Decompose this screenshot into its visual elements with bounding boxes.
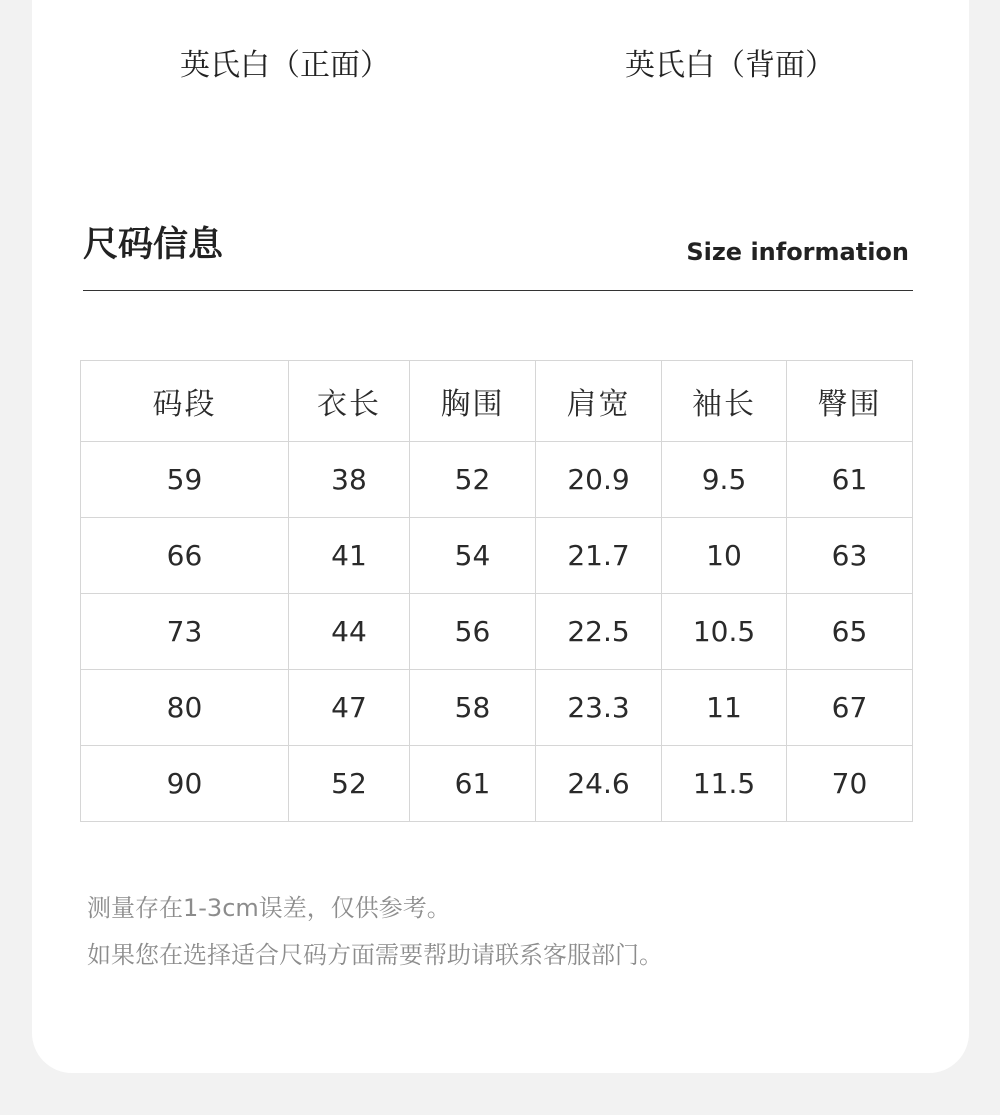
table-cell: 11.5: [662, 746, 787, 822]
table-cell: 52: [410, 442, 536, 518]
table-cell: 54: [410, 518, 536, 594]
header-chest: 胸围: [410, 361, 536, 442]
table-cell: 23.3: [536, 670, 662, 746]
table-cell: 56: [410, 594, 536, 670]
table-cell: 52: [289, 746, 410, 822]
header-size-range: 码段: [81, 361, 289, 442]
table-cell: 10: [662, 518, 787, 594]
table-cell: 22.5: [536, 594, 662, 670]
table-cell: 59: [81, 442, 289, 518]
table-cell: 21.7: [536, 518, 662, 594]
front-view-caption: 英氏白（正面）: [180, 48, 390, 83]
help-note: 如果您在选择适合尺码方面需要帮助请联系客服部门。: [87, 941, 663, 969]
table-cell: 80: [81, 670, 289, 746]
header-hip: 臀围: [787, 361, 913, 442]
measurement-note: 测量存在1-3cm误差，仅供参考。: [87, 894, 451, 922]
table-cell: 9.5: [662, 442, 787, 518]
table-cell: 66: [81, 518, 289, 594]
table-cell: 90: [81, 746, 289, 822]
size-table: [80, 360, 913, 822]
table-cell: 10.5: [662, 594, 787, 670]
header-sleeve: 袖长: [662, 361, 787, 442]
header-shoulder: 肩宽: [536, 361, 662, 442]
table-row: [81, 518, 913, 594]
table-row: [81, 670, 913, 746]
section-divider: [83, 290, 913, 291]
table-row: [81, 746, 913, 822]
table-cell: 58: [410, 670, 536, 746]
table-cell: 61: [410, 746, 536, 822]
table-cell: 70: [787, 746, 913, 822]
back-view-caption: 英氏白（背面）: [625, 48, 835, 83]
section-subtitle: Size information: [686, 238, 909, 266]
table-cell: 44: [289, 594, 410, 670]
table-cell: 61: [787, 442, 913, 518]
table-row: [81, 442, 913, 518]
table-cell: 24.6: [536, 746, 662, 822]
table-row: [81, 594, 913, 670]
header-length: 衣长: [289, 361, 410, 442]
table-cell: 41: [289, 518, 410, 594]
table-cell: 47: [289, 670, 410, 746]
section-title: 尺码信息: [83, 225, 224, 265]
table-cell: 20.9: [536, 442, 662, 518]
table-cell: 67: [787, 670, 913, 746]
table-cell: 38: [289, 442, 410, 518]
table-cell: 73: [81, 594, 289, 670]
table-cell: 65: [787, 594, 913, 670]
table-header-row: [81, 361, 913, 442]
table-cell: 11: [662, 670, 787, 746]
table-cell: 63: [787, 518, 913, 594]
